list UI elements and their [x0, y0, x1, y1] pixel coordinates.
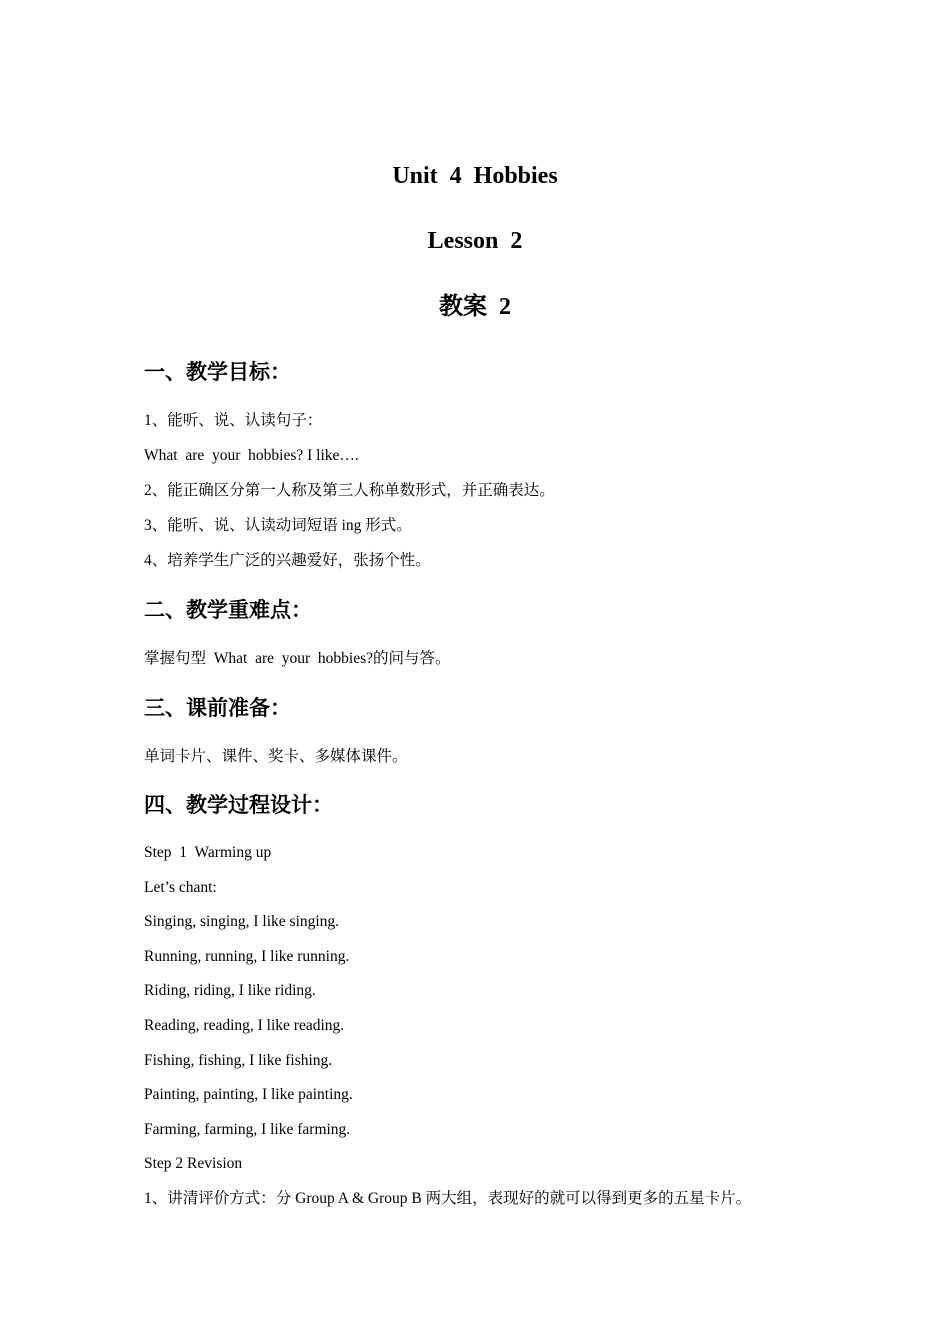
- process-line: Riding, riding, I like riding.: [144, 982, 316, 999]
- lesson-title: Lesson 2: [427, 228, 523, 254]
- process-line: Step 1 Warming up: [144, 844, 272, 861]
- preparation-line: 单词卡片、课件、奖卡、多媒体课件。: [144, 748, 408, 765]
- objective-line: What are your hobbies? I like….: [144, 447, 359, 464]
- objectives-heading: 一、教学目标：: [144, 360, 291, 384]
- key-point-line: 掌握句型 What are your hobbies?的问与答。: [144, 650, 451, 667]
- unit-title: Unit 4 Hobbies: [392, 163, 558, 189]
- preparation-heading: 三、课前准备：: [144, 696, 291, 720]
- process-line: Running, running, I like running.: [144, 948, 350, 965]
- plan-title: 教案 2: [439, 294, 511, 320]
- process-heading: 四、教学过程设计：: [144, 793, 333, 817]
- process-line: Step 2 Revision: [144, 1155, 243, 1172]
- process-line: Painting, painting, I like painting.: [144, 1086, 353, 1103]
- process-line: Fishing, fishing, I like fishing.: [144, 1052, 333, 1069]
- process-line: Singing, singing, I like singing.: [144, 913, 340, 930]
- process-line: Let’s chant:: [144, 879, 217, 896]
- key-points-heading: 二、教学重难点：: [144, 598, 312, 622]
- process-line: Reading, reading, I like reading.: [144, 1017, 345, 1034]
- objective-line: 2、能正确区分第一人称及第三人称单数形式，并正确表达。: [144, 482, 555, 499]
- objective-line: 4、培养学生广泛的兴趣爱好，张扬个性。: [144, 552, 431, 569]
- process-line: Farming, farming, I like farming.: [144, 1121, 351, 1138]
- objective-line: 1、能听、说、认读句子：: [144, 412, 323, 429]
- process-line: 1、讲清评价方式：分 Group A & Group B 两大组，表现好的就可以得到更多的五星卡片。: [144, 1190, 752, 1207]
- objective-line: 3、能听、说、认读动词短语 ing 形式。: [144, 517, 412, 534]
